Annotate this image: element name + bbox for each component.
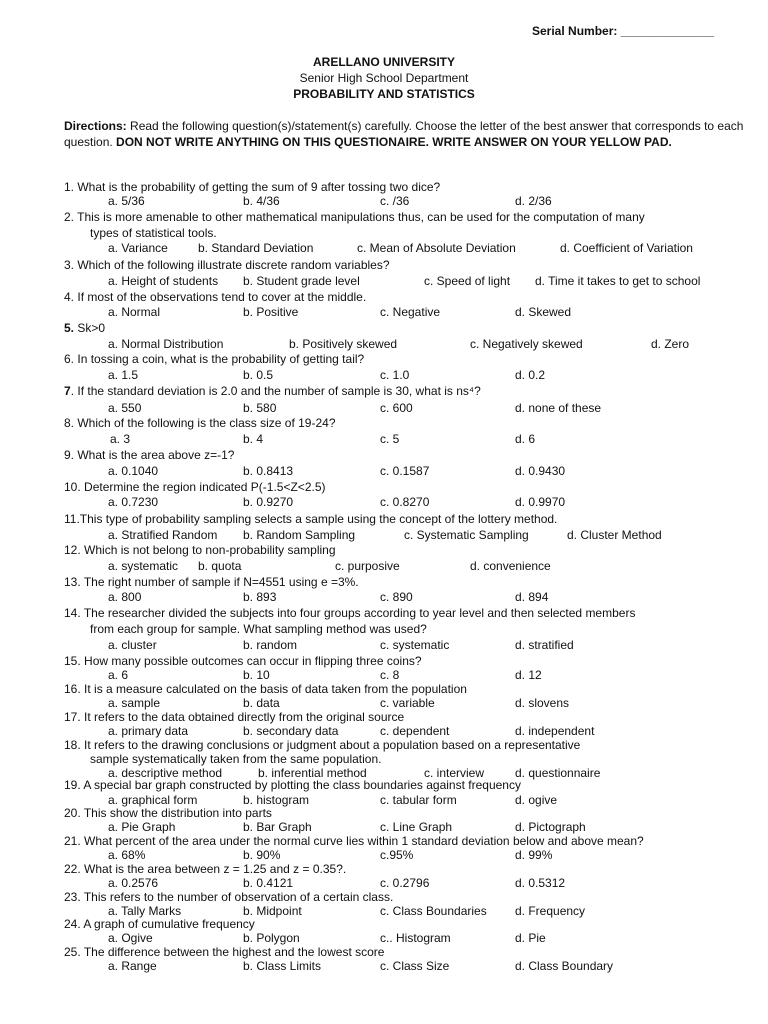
choice-b: b. Positively skewed bbox=[289, 337, 398, 351]
choice-d: d. 6 bbox=[515, 432, 536, 446]
question-text: The researcher divided the subjects into four groups according to year level and then selected members bbox=[83, 606, 636, 620]
choice-d: d. 2/36 bbox=[515, 194, 552, 208]
choice-c: c. variable bbox=[380, 696, 435, 710]
choice-b: b. Random Sampling bbox=[243, 528, 356, 542]
choice-a: a. descriptive method bbox=[108, 766, 223, 780]
choice-a: a. Normal Distribution bbox=[108, 337, 224, 351]
question-16 bbox=[64, 682, 467, 696]
question-13 bbox=[64, 575, 359, 589]
choice-c: c.. Histogram bbox=[380, 931, 451, 945]
question-7 bbox=[64, 384, 481, 398]
question-number: 13. bbox=[64, 575, 81, 589]
question-text: This is more amenable to other mathematical manipulations thus, can be used for the computation of many bbox=[77, 210, 645, 224]
question-number: 19. bbox=[64, 778, 81, 792]
choice-a: a. sample bbox=[108, 696, 161, 710]
question-number: 15. bbox=[64, 654, 81, 668]
question-text: It refers to the drawing conclusions or judgment about a population based on a representative bbox=[84, 738, 581, 752]
choice-c: c. purposive bbox=[335, 559, 400, 573]
choice-b: b. Class Limits bbox=[243, 959, 322, 973]
question-text: How many possible outcomes can occur in flipping three coins? bbox=[84, 654, 422, 668]
choice-c: c. tabular form bbox=[380, 793, 457, 807]
choice-a: a. 3 bbox=[110, 432, 131, 446]
choice-a: a. 0.1040 bbox=[108, 464, 159, 478]
question-number: 8. bbox=[64, 416, 75, 430]
subject-title: PROBABILITY AND STATISTICS bbox=[293, 87, 475, 101]
choice-b: b. quota bbox=[198, 559, 242, 573]
question-19 bbox=[64, 778, 521, 792]
choice-d: d. ogive bbox=[515, 793, 558, 807]
choice-c: c. 0.2796 bbox=[380, 876, 430, 890]
question-10 bbox=[64, 480, 326, 494]
question-text: The difference between the highest and the lowest score bbox=[83, 945, 385, 959]
serial-number bbox=[532, 24, 714, 38]
choice-c: c.95% bbox=[380, 848, 414, 862]
question-number: 10. bbox=[64, 480, 81, 494]
question-number: 16. bbox=[64, 682, 81, 696]
choice-d: d. 99% bbox=[515, 848, 553, 862]
choice-b: b. 0.4121 bbox=[243, 876, 294, 890]
question-text: Which of the following is the class size of 19-24? bbox=[77, 416, 336, 430]
choice-c: c. 5 bbox=[380, 432, 400, 446]
question-text-continued: from each group for sample. What sampling method was used? bbox=[90, 622, 427, 636]
question-number: 2. bbox=[64, 210, 75, 224]
question-text: This show the distribution into parts bbox=[83, 806, 272, 820]
choice-c: c. Class Boundaries bbox=[380, 904, 487, 918]
choice-d: d. 0.5312 bbox=[515, 876, 566, 890]
choice-d: d. Time it takes to get to school bbox=[535, 274, 701, 288]
choice-c: c. /36 bbox=[380, 194, 410, 208]
question-text: If most of the observations tend to cover at the middle. bbox=[77, 290, 367, 304]
choice-a: a. Height of students bbox=[108, 274, 219, 288]
choice-c: c. systematic bbox=[380, 638, 450, 652]
question-8 bbox=[64, 416, 336, 430]
question-24 bbox=[64, 917, 255, 931]
question-3 bbox=[64, 258, 390, 272]
choice-b: b. Student grade level bbox=[243, 274, 360, 288]
choice-a: a. primary data bbox=[108, 724, 189, 738]
question-18 bbox=[64, 738, 580, 752]
question-text: Sk>0 bbox=[77, 321, 106, 335]
directions-emphasis: DON NOT WRITE ANYTHING ON THIS QUESTIONAIRE. WRITE ANSWER ON YOUR YELLOW PAD. bbox=[116, 135, 672, 149]
question-25 bbox=[64, 945, 384, 959]
question-text: Determine the region indicated P(-1.5<Z<2.5) bbox=[84, 480, 326, 494]
directions bbox=[64, 118, 744, 150]
question-text-continued: types of statistical tools. bbox=[90, 226, 217, 240]
question-text: What is the area between z = 1.25 and z = 0.35?. bbox=[84, 862, 347, 876]
choice-d: d. none of these bbox=[515, 401, 602, 415]
choice-b: b. 90% bbox=[243, 848, 281, 862]
serial-number-label: Serial Number: bbox=[532, 24, 618, 38]
choice-b: b. Midpoint bbox=[243, 904, 302, 918]
question-11 bbox=[64, 512, 557, 526]
question-number: 24. bbox=[64, 917, 81, 931]
question-number: 4. bbox=[64, 290, 75, 304]
question-text: This type of probability sampling selects a sample using the concept of the lottery method. bbox=[79, 512, 558, 526]
question-number: 20. bbox=[64, 806, 81, 820]
choice-c: c. 0.1587 bbox=[380, 464, 430, 478]
question-text: A graph of cumulative frequency bbox=[83, 917, 255, 931]
choice-a: a. systematic bbox=[108, 559, 179, 573]
serial-number-blank: ______________ bbox=[620, 24, 715, 38]
choice-a: a. 550 bbox=[108, 401, 142, 415]
choice-d: d. Zero bbox=[651, 337, 690, 351]
choice-a: a. 5/36 bbox=[108, 194, 145, 208]
question-1 bbox=[64, 180, 440, 194]
question-20 bbox=[64, 806, 272, 820]
choice-d: d. Pie bbox=[515, 931, 546, 945]
question-23 bbox=[64, 890, 393, 904]
question-number: 5. bbox=[64, 321, 75, 335]
question-text: This refers to the number of observation of a certain class. bbox=[83, 890, 394, 904]
choice-d: d. Coefficient of Variation bbox=[560, 241, 693, 255]
question-text: A special bar graph constructed by plotting the class boundaries against frequency bbox=[83, 778, 521, 792]
choice-a: a. graphical form bbox=[108, 793, 198, 807]
university-name: ARELLANO UNIVERSITY bbox=[312, 55, 455, 69]
question-number: 21. bbox=[64, 834, 81, 848]
question-number: 25. bbox=[64, 945, 81, 959]
choice-c: c. Negatively skewed bbox=[470, 337, 583, 351]
question-text: It refers to the data obtained directly from the original source bbox=[84, 710, 405, 724]
question-text: Which of the following illustrate discrete random variables? bbox=[77, 258, 390, 272]
choice-c: c. 890 bbox=[380, 590, 413, 604]
question-number: 1. bbox=[64, 180, 75, 194]
question-14 bbox=[64, 606, 635, 620]
choice-c: c. 8 bbox=[380, 668, 400, 682]
question-22 bbox=[64, 862, 346, 876]
choice-c: c. Class Size bbox=[380, 959, 450, 973]
choice-c: c. dependent bbox=[380, 724, 450, 738]
choice-a: a. 0.7230 bbox=[108, 495, 159, 509]
question-number: 12. bbox=[64, 543, 81, 557]
choice-a: a. cluster bbox=[108, 638, 157, 652]
choice-a: a. Range bbox=[108, 959, 157, 973]
question-text-continued: sample systematically taken from the same population. bbox=[90, 752, 382, 766]
choice-b: b. secondary data bbox=[243, 724, 339, 738]
department-name: Senior High School Department bbox=[299, 71, 469, 85]
choice-a: a. 1.5 bbox=[108, 368, 139, 382]
choice-b: b. 0.8413 bbox=[243, 464, 294, 478]
choice-a: a. Normal bbox=[108, 305, 161, 319]
question-text: What is the area above z=-1? bbox=[77, 448, 235, 462]
question-text: It is a measure calculated on the basis of data taken from the population bbox=[84, 682, 467, 696]
question-6 bbox=[64, 352, 364, 366]
question-21 bbox=[64, 834, 644, 848]
choice-b: b. Bar Graph bbox=[243, 820, 312, 834]
choice-c: c. 1.0 bbox=[380, 368, 410, 382]
question-text: What is the probability of getting the sum of 9 after tossing two dice? bbox=[77, 180, 441, 194]
choice-c: c. 0.8270 bbox=[380, 495, 430, 509]
choice-a: a. 800 bbox=[108, 590, 142, 604]
choice-d: d. 0.9970 bbox=[515, 495, 566, 509]
question-number: 18. bbox=[64, 738, 81, 752]
choice-a: a. Ogive bbox=[108, 931, 153, 945]
choice-d: d. convenience bbox=[470, 559, 551, 573]
choice-a: a. Variance bbox=[108, 241, 168, 255]
choice-d: d. stratified bbox=[515, 638, 574, 652]
choice-b: b. histogram bbox=[243, 793, 310, 807]
choice-b: b. 893 bbox=[243, 590, 277, 604]
question-number: 22. bbox=[64, 862, 81, 876]
choice-a: a. 6 bbox=[108, 668, 129, 682]
choice-c: c. Speed of light bbox=[424, 274, 511, 288]
question-15 bbox=[64, 654, 422, 668]
choice-a: a. Pie Graph bbox=[108, 820, 176, 834]
question-number: 11. bbox=[64, 512, 80, 526]
choice-c: c. Line Graph bbox=[380, 820, 453, 834]
question-number: 3. bbox=[64, 258, 75, 272]
choice-c: c. Negative bbox=[380, 305, 441, 319]
choice-d: d. 0.2 bbox=[515, 368, 546, 382]
question-number: 17. bbox=[64, 710, 81, 724]
choice-c: c. Mean of Absolute Deviation bbox=[357, 241, 516, 255]
choice-b: b. 4 bbox=[243, 432, 264, 446]
question-2 bbox=[64, 210, 645, 224]
choice-d: d. Class Boundary bbox=[515, 959, 614, 973]
choice-b: b. 580 bbox=[243, 401, 277, 415]
choice-b: b. inferential method bbox=[258, 766, 367, 780]
directions-text: Read the following question(s)/statement(s) carefully. Choose the letter of the best answer that corresponds to each question. bbox=[64, 119, 744, 149]
choice-b: b. Positive bbox=[243, 305, 299, 319]
question-9 bbox=[64, 448, 234, 462]
question-number: 9. bbox=[64, 448, 75, 462]
choice-c: c. 600 bbox=[380, 401, 413, 415]
choice-d: d. Pictograph bbox=[515, 820, 586, 834]
choice-b: b. 0.5 bbox=[243, 368, 274, 382]
choice-d: d. Frequency bbox=[515, 904, 586, 918]
question-number: 23. bbox=[64, 890, 81, 904]
choice-b: b. data bbox=[243, 696, 280, 710]
question-text: In tossing a coin, what is the probability of getting tail? bbox=[77, 352, 365, 366]
question-text: Which is not belong to non-probability sampling bbox=[84, 543, 336, 557]
choice-b: b. random bbox=[243, 638, 298, 652]
choice-b: b. 10 bbox=[243, 668, 270, 682]
question-4 bbox=[64, 290, 366, 304]
choice-a: a. 0.2576 bbox=[108, 876, 159, 890]
choice-a: a. Tally Marks bbox=[108, 904, 182, 918]
question-5 bbox=[64, 321, 105, 335]
choice-c: c. Systematic Sampling bbox=[404, 528, 529, 542]
choice-d: d. 12 bbox=[515, 668, 542, 682]
choice-d: d. independent bbox=[515, 724, 595, 738]
question-number: 7 bbox=[64, 384, 71, 398]
choice-d: d. questionnaire bbox=[515, 766, 601, 780]
directions-label: Directions: bbox=[64, 119, 127, 133]
question-17 bbox=[64, 710, 404, 724]
question-12 bbox=[64, 543, 336, 557]
question-number: 6. bbox=[64, 352, 75, 366]
question-text: What percent of the area under the normal curve lies within 1 standard deviation below and above mean? bbox=[84, 834, 644, 848]
choice-d: d. slovens bbox=[515, 696, 570, 710]
choice-d: d. 0.9430 bbox=[515, 464, 566, 478]
choice-c: c. interview bbox=[424, 766, 485, 780]
question-text: The right number of sample if N=4551 using e =3%. bbox=[83, 575, 359, 589]
choice-d: d. Skewed bbox=[515, 305, 572, 319]
choice-b: b. Polygon bbox=[243, 931, 300, 945]
question-text: . If the standard deviation is 2.0 and the number of sample is 30, what is ns⁴? bbox=[70, 384, 481, 398]
choice-b: b. 0.9270 bbox=[243, 495, 294, 509]
choice-b: b. Standard Deviation bbox=[198, 241, 314, 255]
choice-d: d. 894 bbox=[515, 590, 549, 604]
choice-b: b. 4/36 bbox=[243, 194, 280, 208]
choice-a: a. Stratified Random bbox=[108, 528, 218, 542]
choice-d: d. Cluster Method bbox=[567, 528, 662, 542]
choice-a: a. 68% bbox=[108, 848, 146, 862]
question-number: 14. bbox=[64, 606, 81, 620]
